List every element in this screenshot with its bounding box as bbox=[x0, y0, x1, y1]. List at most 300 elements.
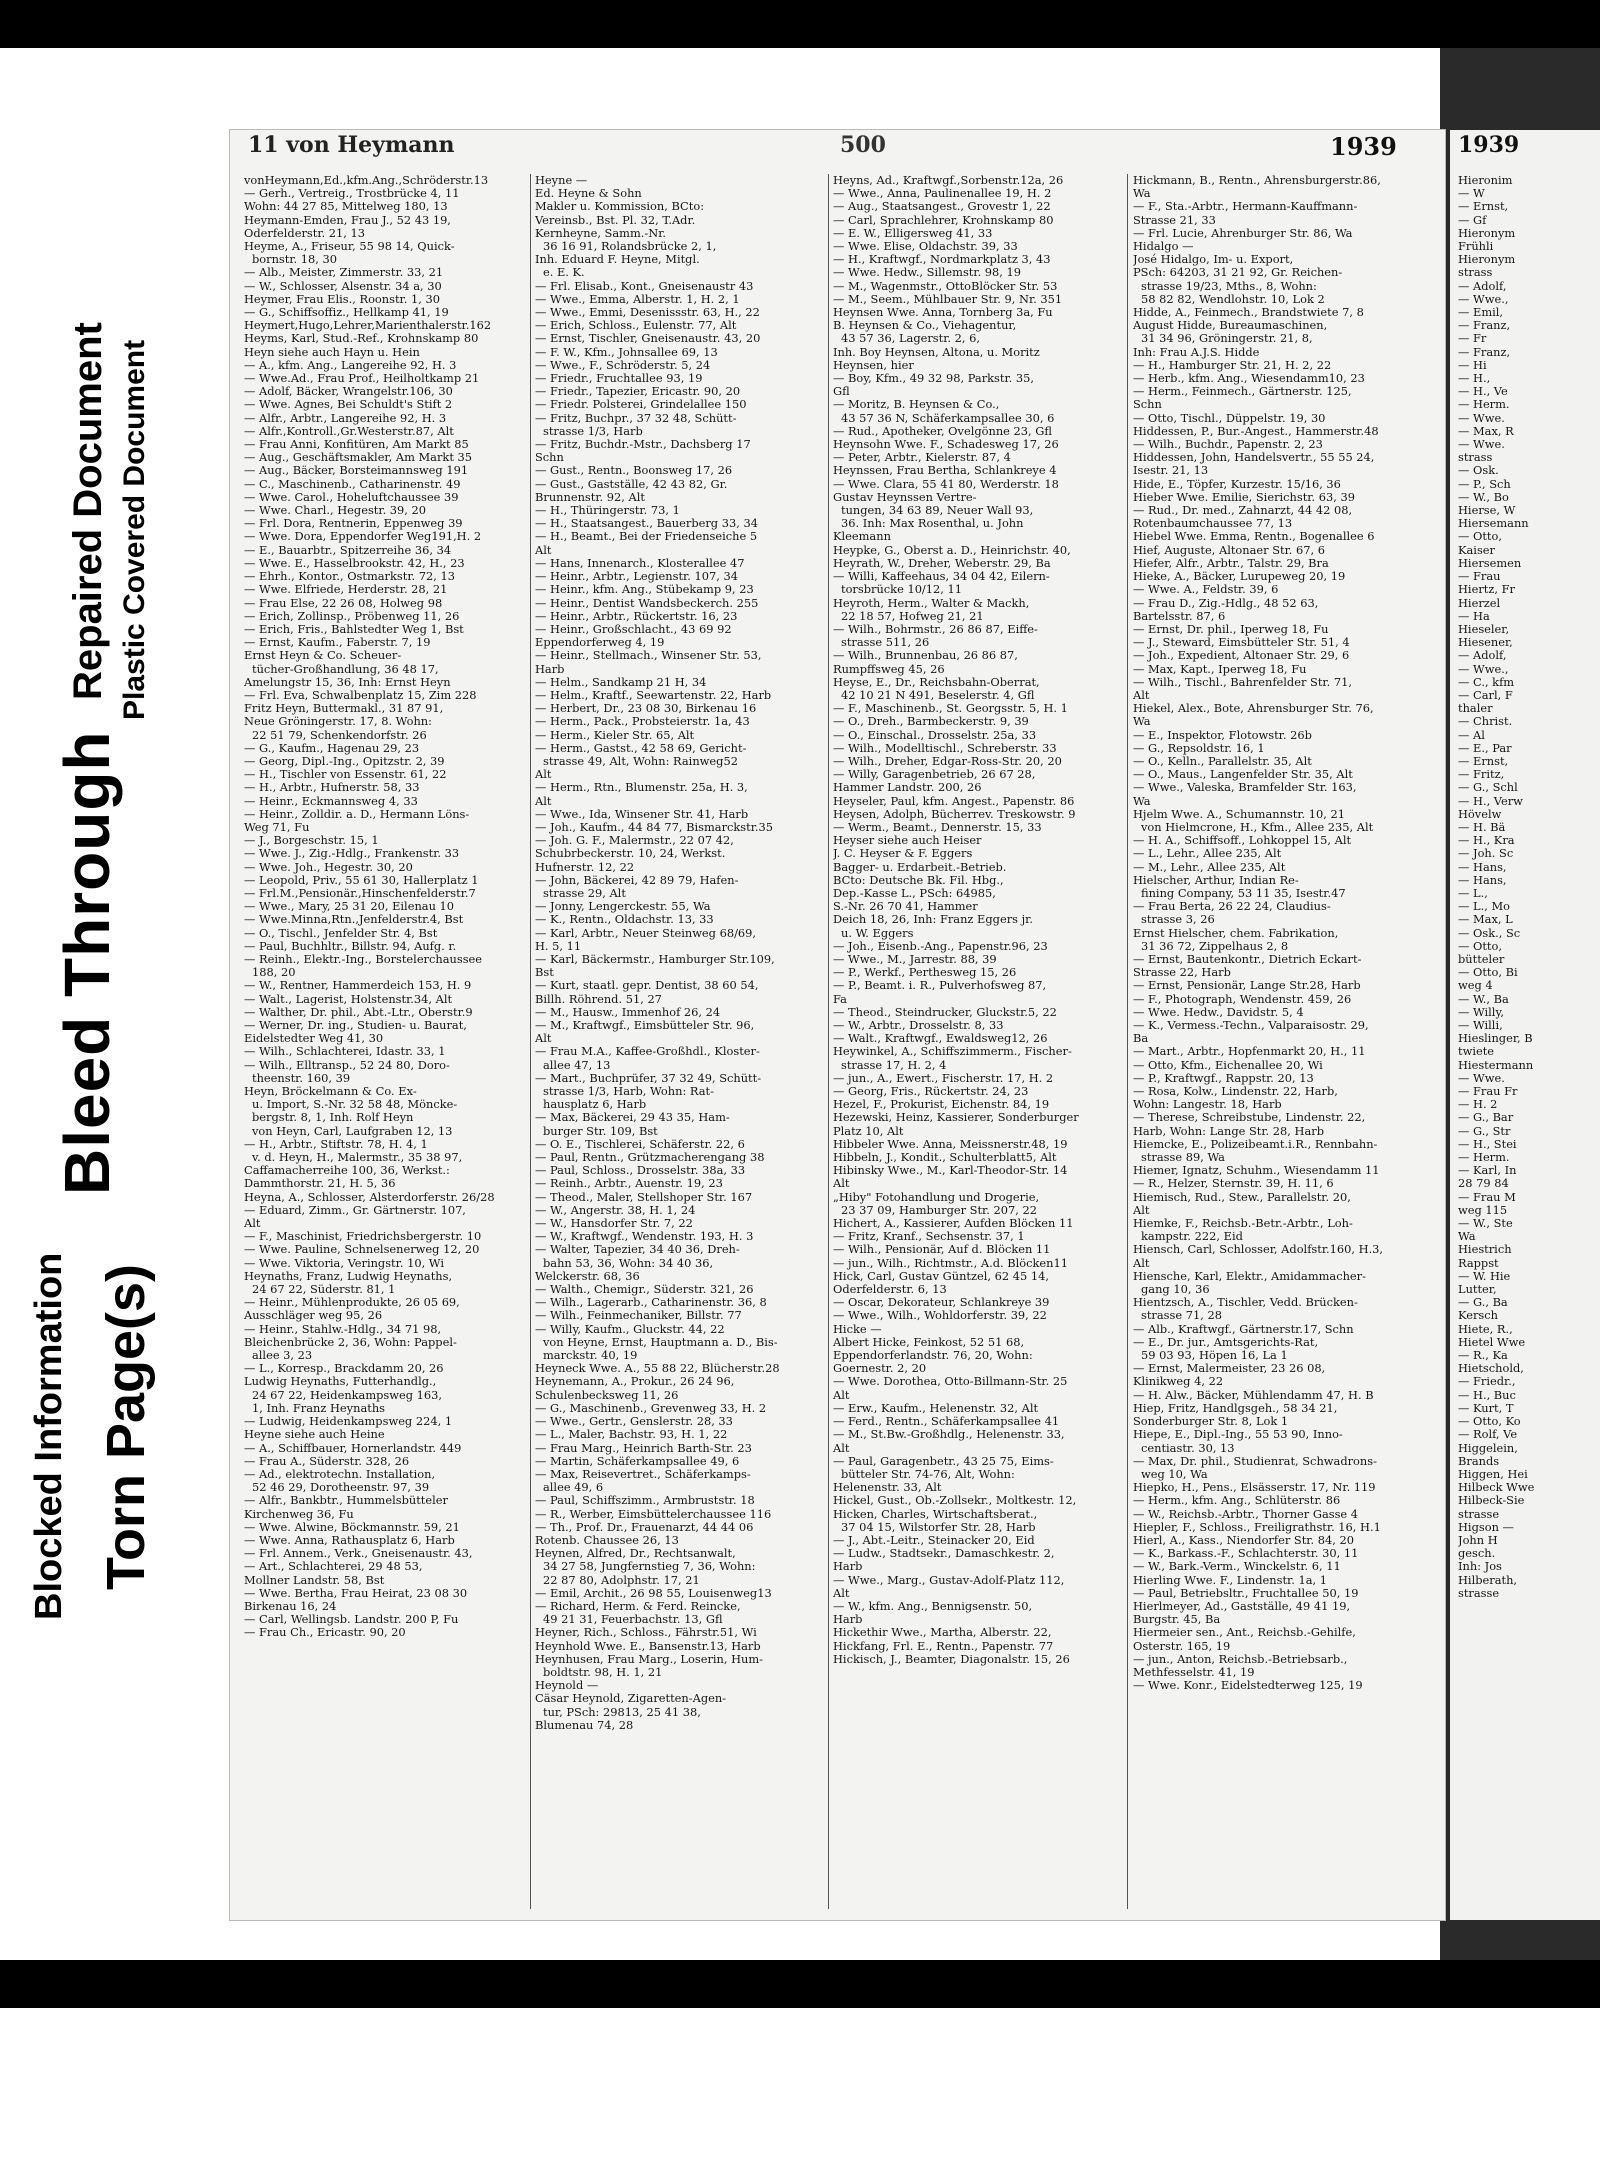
directory-entry-line: strasse 1/3, Harb, Wohn: Rat- bbox=[543, 1084, 714, 1099]
directory-entry-line: Birkenau 16, 24 bbox=[244, 1598, 337, 1613]
directory-entry-line: 24 67 22, Süderstr. 81, 1 bbox=[252, 1282, 396, 1297]
directory-entry-line: Hickel, Gust., Ob.-Zollsekr., Moltkestr. 12, bbox=[833, 1493, 1077, 1508]
adjacent-entry-line: — Herm. bbox=[1458, 1150, 1510, 1165]
directory-entry-line: — Otto, Kfm., Eichenallee 20, Wi bbox=[1133, 1057, 1323, 1072]
scan-border-top bbox=[0, 0, 1600, 48]
directory-entry-line: Bleichenbrücke 2, 36, Wohn: Pappel- bbox=[244, 1334, 457, 1349]
directory-entry-line: — Wilh., Feinmechaniker, Billstr. 77 bbox=[535, 1308, 742, 1323]
directory-entry-line: — H., Arbtr., Stiftstr. 78, H. 4, 1 bbox=[244, 1136, 428, 1151]
directory-entry-line: — Wwe. Clara, 55 41 80, Werderstr. 18 bbox=[833, 476, 1059, 491]
adjacent-entry-line: Higgen, Hei bbox=[1458, 1466, 1528, 1481]
directory-entry-line: Rotenbaumchaussee 77, 13 bbox=[1133, 516, 1293, 531]
directory-entry-line: — K., Rentn., Oldachstr. 13, 33 bbox=[535, 912, 714, 927]
directory-entry-line: Heyner, Rich., Schloss., Fährstr.51, Wi bbox=[535, 1625, 757, 1640]
directory-entry-line: 34 27 58, Jungfernstieg 7, 36, Wohn: bbox=[543, 1559, 756, 1574]
adjacent-entry-line: Brands bbox=[1458, 1453, 1500, 1468]
directory-entry-line: Gfl bbox=[833, 384, 850, 399]
directory-entry-line: — H., Hamburger Str. 21, H. 2, 22 bbox=[1133, 357, 1332, 372]
directory-entry-line: 52 46 29, Dorotheenstr. 97, 39 bbox=[252, 1480, 430, 1495]
directory-entry-line: — F., Maschinenb., St. Georgsstr. 5, H. 1 bbox=[833, 701, 1068, 716]
directory-entry-line: — Th., Prof. Dr., Frauenarzt, 44 44 06 bbox=[535, 1519, 754, 1534]
adjacent-entry-line: — G., Ba bbox=[1458, 1295, 1508, 1310]
directory-entry-line: Klinikweg 4, 22 bbox=[1133, 1374, 1224, 1389]
directory-entry-line: — Theod., Steindrucker, Gluckstr.5, 22 bbox=[833, 1004, 1057, 1019]
directory-entry-line: — Alfr.,Kontroll.,Gr.Westerstr.87, Alt bbox=[244, 423, 454, 438]
directory-entry-line: Alt bbox=[1133, 687, 1150, 702]
directory-entry-line: Heypke, G., Oberst a. D., Heinrichstr. 40, bbox=[833, 542, 1071, 557]
adjacent-entry-line: — Hans, bbox=[1458, 859, 1507, 874]
directory-entry-line: — Wilh., Elltransp., 52 24 80, Doro- bbox=[244, 1057, 450, 1072]
label-blocked-information: Blocked Information bbox=[28, 1252, 70, 1620]
directory-entry-line: Rotenb. Chaussee 26, 13 bbox=[535, 1532, 679, 1547]
directory-entry-line: — Wwe. Bertha, Frau Heirat, 23 08 30 bbox=[244, 1585, 468, 1600]
adjacent-entry-line: gesch. bbox=[1458, 1546, 1496, 1561]
adjacent-entry-line: Frühli bbox=[1458, 239, 1494, 254]
adjacent-entry-line: — Willi, bbox=[1458, 1018, 1503, 1032]
directory-entry-line: Strasse 21, 33 bbox=[1133, 212, 1216, 227]
directory-entry-line: Hiepko, H., Pens., Elsässerstr. 17, Nr. 119 bbox=[1133, 1480, 1376, 1495]
directory-entry-line: — Wilh., Modelltischl., Schreberstr. 33 bbox=[833, 740, 1057, 755]
directory-entry-line: Ed. Heyne & Sohn bbox=[535, 186, 642, 201]
directory-entry-line: — Fritz, Buchpr., 37 32 48, Schütt- bbox=[535, 410, 737, 425]
directory-entry-line: — Max, Dr. phil., Studienrat, Schwadrons- bbox=[1133, 1453, 1377, 1468]
directory-entry-line: strasse 3, 26 bbox=[1141, 912, 1215, 927]
directory-entry-line: Harb bbox=[833, 1612, 863, 1627]
directory-entry-line: Heyme, A., Friseur, 55 98 14, Quick- bbox=[244, 239, 455, 254]
directory-entry-line: — Paul, Schloss., Drosselstr. 38a, 33 bbox=[535, 1163, 746, 1178]
adjacent-entry-line: — Friedr., bbox=[1458, 1374, 1516, 1389]
directory-entry-line: — P., Kraftwgf., Rappstr. 20, 13 bbox=[1133, 1070, 1314, 1085]
directory-entry-line: — Paul, Betriebsltr., Fruchtallee 50, 19 bbox=[1133, 1585, 1359, 1600]
directory-entry-line: Albert Hicke, Feinkost, 52 51 68, bbox=[833, 1334, 1025, 1349]
directory-entry-line: — Rosa, Kolw., Lindenstr. 22, Harb, bbox=[1133, 1084, 1338, 1099]
adjacent-entry-line: Hiestermann bbox=[1458, 1057, 1534, 1072]
adjacent-entry-line: — Wwe. bbox=[1458, 437, 1505, 452]
directory-entry-line: — C., Maschinenb., Catharinenstr. 49 bbox=[244, 476, 461, 491]
directory-entry-line: — R., Helzer, Sternstr. 39, H. 11, 6 bbox=[1133, 1176, 1334, 1191]
directory-entry-line: — O., Tischl., Jenfelder Str. 4, Bst bbox=[244, 925, 438, 940]
directory-entry-line: — Fritz, Buchdr.-Mstr., Dachsberg 17 bbox=[535, 437, 751, 452]
directory-entry-line: Inh: Frau A.J.S. Hidde bbox=[1133, 344, 1260, 359]
directory-entry-line: strasse 89, Wa bbox=[1141, 1150, 1225, 1165]
adjacent-entry-line: — Max, L bbox=[1458, 912, 1513, 927]
directory-entry-line: Isestr. 21, 13 bbox=[1133, 463, 1209, 478]
directory-entry-line: hausplatz 6, Harb bbox=[543, 1097, 647, 1112]
directory-entry-line: — Herbert, Dr., 23 08 30, Birkenau 16 bbox=[535, 701, 757, 716]
directory-entry-line: Welckerstr. 68, 36 bbox=[535, 1268, 640, 1283]
directory-entry-line: — Boy, Kfm., 49 32 98, Parkstr. 35, bbox=[833, 371, 1035, 386]
directory-entry-line: — Heinr., Mühlenprodukte, 26 05 69, bbox=[244, 1295, 460, 1310]
directory-entry-line: — Frl. Eva, Schwalbenplatz 15, Zim 228 bbox=[244, 687, 477, 702]
directory-entry-line: — Wwe. Anna, Rathausplatz 6, Harb bbox=[244, 1532, 455, 1547]
directory-entry-line: von Hielmcrone, H., Kfm., Allee 235, Alt bbox=[1141, 819, 1374, 834]
directory-column-1 bbox=[244, 174, 527, 1914]
directory-entry-line: Heyseler, Paul, kfm. Angest., Papenstr. 86 bbox=[833, 793, 1075, 808]
directory-entry-line: — Moritz, B. Heynsen & Co., bbox=[833, 397, 1000, 412]
directory-entry-line: Heynemann, A., Prokur., 26 24 96, bbox=[535, 1374, 735, 1389]
directory-entry-line: — Georg, Dipl.-Ing., Opitzstr. 2, 39 bbox=[244, 753, 445, 768]
directory-entry-line: 188, 20 bbox=[252, 965, 296, 980]
directory-entry-line: Eppendorferlandstr. 76, 20, Wohn: bbox=[833, 1348, 1033, 1363]
directory-entry-line: strasse 511, 26 bbox=[841, 635, 930, 650]
directory-entry-line: — F., Maschinist, Friedrichsbergerstr. 10 bbox=[244, 1229, 482, 1244]
directory-entry-line: Heynold — bbox=[535, 1678, 599, 1693]
directory-entry-line: Ernst Hielscher, chem. Fabrikation, bbox=[1133, 925, 1339, 940]
directory-entry-line: Hiemke, F., Reichsb.-Betr.-Arbtr., Loh- bbox=[1133, 1216, 1353, 1231]
directory-entry-line: — Frau M.A., Kaffee-Großhdl., Kloster- bbox=[535, 1044, 760, 1059]
directory-entry-line: — R., Werber, Eimsbüttelerchaussee 116 bbox=[535, 1506, 772, 1521]
directory-entry-line: — Heinr., Arbtr., Legienstr. 107, 34 bbox=[535, 569, 738, 584]
directory-entry-line: — jun., Wilh., Richtmstr., A.d. Blöcken11 bbox=[833, 1255, 1068, 1270]
directory-entry-line: — H. A., Schiffsoff., Lohkoppel 15, Alt bbox=[1133, 833, 1352, 848]
adjacent-entry-line: — H., Stei bbox=[1458, 1136, 1517, 1151]
directory-entry-line: — Wilh., Bohrmstr., 26 86 87, Eiffe- bbox=[833, 621, 1038, 636]
directory-entry-line: — Wwe., F., Schröderstr. 5, 24 bbox=[535, 357, 711, 372]
directory-entry-line: Makler u. Kommission, BCto: bbox=[535, 199, 705, 214]
adjacent-entry-line: Hieronym bbox=[1458, 252, 1516, 267]
directory-entry-line: — Max, Reisevertret., Schäferkamps- bbox=[535, 1466, 751, 1481]
directory-entry-line: Kirchenweg 36, Fu bbox=[244, 1506, 354, 1521]
directory-entry-line: — Jonny, Lengerckestr. 55, Wa bbox=[535, 899, 711, 914]
directory-entry-line: Heyneck Wwe. A., 55 88 22, Blücherstr.28 bbox=[535, 1361, 780, 1376]
directory-entry-line: Alt bbox=[1133, 1202, 1150, 1217]
directory-entry-line: Ausschläger weg 95, 26 bbox=[244, 1308, 383, 1323]
directory-entry-line: — G., Repsoldstr. 16, 1 bbox=[1133, 740, 1265, 755]
directory-entry-line: 43 57 36, Lagerstr. 2, 6, bbox=[841, 331, 981, 346]
directory-entry-line: Hiddessen, P., Bur.-Angest., Hammerstr.48 bbox=[1133, 423, 1379, 438]
directory-entry-line: — Max, Kapt., Iperweg 18, Fu bbox=[1133, 661, 1307, 676]
adjacent-entry-line: — L., Mo bbox=[1458, 899, 1510, 914]
column-rule bbox=[828, 174, 829, 1909]
directory-entry-line: kampstr. 222, Eid bbox=[1141, 1229, 1243, 1244]
directory-entry-line: — Wwe., M., Jarrestr. 88, 39 bbox=[833, 951, 997, 966]
directory-entry-line: — Heinr., Stellmach., Winsener Str. 53, bbox=[535, 648, 762, 663]
directory-entry-line: — Wwe. Dorothea, Otto-Billmann-Str. 25 bbox=[833, 1374, 1068, 1389]
directory-entry-line: — A., kfm. Ang., Langereihe 92, H. 3 bbox=[244, 357, 457, 372]
directory-entry-line: Hufnerstr. 12, 22 bbox=[535, 859, 635, 874]
directory-entry-line: — Wwe. Alwine, Böckmannstr. 59, 21 bbox=[244, 1519, 460, 1534]
directory-entry-line: Wa bbox=[1133, 714, 1151, 729]
adjacent-entry-line: Hiete, R., bbox=[1458, 1321, 1513, 1336]
directory-entry-line: — O., Einschal., Drosselstr. 25a, 33 bbox=[833, 727, 1037, 742]
directory-entry-line: Hiemcke, E., Polizeibeamt.i.R., Rennbahn- bbox=[1133, 1136, 1378, 1151]
directory-entry-line: Bartelsstr. 87, 6 bbox=[1133, 608, 1226, 623]
directory-entry-line: — Wilh., Dreher, Edgar-Ross-Str. 20, 20 bbox=[833, 753, 1062, 768]
directory-entry-line: — W., Bark.-Verm., Winckelstr. 6, 11 bbox=[1133, 1559, 1341, 1574]
directory-entry-line: Methfesselstr. 41, 19 bbox=[1133, 1664, 1255, 1679]
directory-entry-line: Hibbeler Wwe. Anna, Meissnerstr.48, 19 bbox=[833, 1136, 1068, 1151]
running-head: 11 von Heymann bbox=[248, 132, 455, 158]
directory-entry-line: — Friedr. Polsterei, Grindelallee 150 bbox=[535, 397, 747, 412]
label-repaired-document: Repaired Document bbox=[66, 322, 110, 700]
directory-entry-line: — E. W., Elligersweg 41, 33 bbox=[833, 225, 993, 240]
directory-entry-line: bahn 53, 36, Wohn: 34 40 36, bbox=[543, 1255, 714, 1270]
directory-entry-line: Osterstr. 165, 19 bbox=[1133, 1638, 1231, 1653]
directory-entry-line: Heyrath, W., Dreher, Weberstr. 29, Ba bbox=[833, 555, 1051, 570]
directory-entry-line: Amelungstr 15, 36, Inh: Ernst Heyn bbox=[244, 674, 451, 689]
directory-entry-line: allee 47, 13 bbox=[543, 1057, 611, 1072]
directory-entry-line: — Paul, Schiffszimm., Armbruststr. 18 bbox=[535, 1493, 755, 1508]
adjacent-entry-line: — Carl, F bbox=[1458, 687, 1513, 702]
directory-entry-line: Hick, Carl, Gustav Güntzel, 62 45 14, bbox=[833, 1268, 1049, 1283]
directory-entry-line: — W., Angerstr. 38, H. 1, 24 bbox=[535, 1202, 696, 1217]
directory-entry-line: — Helm., Sandkamp 21 H, 34 bbox=[535, 674, 707, 689]
adjacent-entry-line: — Wwe., bbox=[1458, 291, 1509, 306]
adjacent-entry-line: — Frau Fr bbox=[1458, 1084, 1518, 1099]
directory-entry-line: Neue Gröningerstr. 17, 8. Wohn: bbox=[244, 714, 432, 729]
directory-entry-line: e. E. K. bbox=[543, 265, 585, 280]
directory-entry-line: Heynssen, Frau Bertha, Schlankreye 4 bbox=[833, 463, 1057, 478]
directory-entry-line: — Oscar, Dekorateur, Schlankreye 39 bbox=[833, 1295, 1050, 1310]
directory-entry-line: Oderfelderstr. 21, 13 bbox=[244, 225, 365, 240]
directory-entry-line: Hierlmeyer, Ad., Gastställe, 49 41 19, bbox=[1133, 1598, 1351, 1613]
directory-entry-line: — Aug., Geschäftsmakler, Am Markt 35 bbox=[244, 450, 473, 465]
adjacent-entry-line: — Wwe. bbox=[1458, 1070, 1505, 1085]
directory-entry-line: — Herm., Gastst., 42 58 69, Gericht- bbox=[535, 740, 747, 755]
adjacent-entry-line: Higgelein, bbox=[1458, 1440, 1518, 1455]
directory-entry-line: — Walter, Tapezier, 34 40 36, Dreh- bbox=[535, 1242, 740, 1257]
directory-entry-line: Weg 71, Fu bbox=[244, 819, 310, 834]
directory-entry-line: Hiefer, Alfr., Arbtr., Talstr. 29, Bra bbox=[1133, 555, 1329, 570]
directory-entry-line: von Heyne, Ernst, Hauptmann a. D., Bis- bbox=[543, 1334, 778, 1349]
directory-entry-line: 58 82 82, Wendlohstr. 10, Lok 2 bbox=[1141, 291, 1325, 306]
adjacent-entry-line: 28 79 84 bbox=[1458, 1176, 1509, 1191]
directory-entry-line: Hiermeier sen., Ant., Reichsb.-Gehilfe, bbox=[1133, 1625, 1356, 1640]
directory-entry-line: Alt bbox=[833, 1176, 850, 1191]
directory-entry-line: — Herm., Rtn., Blumenstr. 25a, H. 3, bbox=[535, 780, 748, 795]
directory-entry-line: Dep.-Kasse L., PSch: 64985, bbox=[833, 885, 996, 900]
directory-entry-line: — W., Reichsb.-Arbtr., Thorner Gasse 4 bbox=[1133, 1506, 1359, 1521]
adjacent-entry-line: — Otto, Bi bbox=[1458, 965, 1518, 980]
directory-entry-line: Wohn: 44 27 85, Mittelweg 180, 13 bbox=[244, 199, 448, 214]
directory-entry-line: 22 18 57, Hofweg 21, 21 bbox=[841, 608, 984, 623]
adjacent-entry-line: Hieronym bbox=[1458, 225, 1516, 240]
directory-entry-line: — Martin, Schäferkampsallee 49, 6 bbox=[535, 1453, 740, 1468]
adjacent-page bbox=[1450, 130, 1600, 1920]
adjacent-entry-line: — W., Ste bbox=[1458, 1216, 1513, 1231]
directory-entry-line: Heynen, Alfred, Dr., Rechtsanwalt, bbox=[535, 1546, 736, 1561]
directory-entry-line: weg 10, Wa bbox=[1141, 1466, 1208, 1481]
directory-entry-line: Burgstr. 45, Ba bbox=[1133, 1612, 1221, 1627]
adjacent-entry-line: — E., Par bbox=[1458, 740, 1512, 755]
directory-entry-line: Hiepe, E., Dipl.-Ing., 55 53 90, Inno- bbox=[1133, 1427, 1343, 1442]
directory-entry-line: — W., kfm. Ang., Bennigsenstr. 50, bbox=[833, 1598, 1033, 1613]
directory-entry-line: — Ad., elektrotechn. Installation, bbox=[244, 1466, 436, 1481]
directory-entry-line: — O., Dreh., Barmbeckerstr. 9, 39 bbox=[833, 714, 1029, 729]
directory-entry-line: — M., Lehr., Allee 235, Alt bbox=[1133, 859, 1286, 874]
directory-entry-line: — Ludwig, Heidenkampsweg 224, 1 bbox=[244, 1414, 453, 1429]
adjacent-entry-line: — Karl, In bbox=[1458, 1163, 1517, 1178]
adjacent-entry-line: — Osk., Sc bbox=[1458, 925, 1521, 940]
directory-entry-line: — Heinr., Großschlacht., 43 69 92 bbox=[535, 621, 732, 636]
directory-entry-line: fining Company, 53 11 35, Isestr.47 bbox=[1141, 885, 1346, 900]
adjacent-entry-line: — G., Str bbox=[1458, 1123, 1511, 1138]
directory-entry-line: — Wilh., Tischl., Bahrenfelder Str. 71, bbox=[1133, 674, 1352, 689]
directory-entry-line: — Walth., Chemigr., Süderstr. 321, 26 bbox=[535, 1282, 754, 1297]
directory-entry-line: torsbrücke 10/12, 11 bbox=[841, 582, 963, 597]
adjacent-entry-line: — Fritz, bbox=[1458, 767, 1505, 782]
directory-entry-line: — Eduard, Zimm., Gr. Gärtnerstr. 107, bbox=[244, 1202, 466, 1217]
adjacent-entry-line: weg 4 bbox=[1458, 978, 1493, 993]
directory-entry-line: Schubrbeckerstr. 10, 24, Werkst. bbox=[535, 846, 726, 861]
directory-entry-line: — Karl, Bäckermstr., Hamburger Str.109, bbox=[535, 951, 775, 966]
directory-entry-line: Heywinkel, A., Schiffszimmerm., Fischer- bbox=[833, 1044, 1072, 1059]
directory-entry-line: — Wilh., Brunnenbau, 26 86 87, bbox=[833, 648, 1018, 663]
directory-entry-line: Bst bbox=[535, 965, 554, 980]
directory-entry-line: — Theod., Maler, Stellshoper Str. 167 bbox=[535, 1189, 753, 1204]
directory-entry-line: — Paul, Buchhltr., Billstr. 94, Aufg. r. bbox=[244, 938, 457, 953]
directory-entry-line: Deich 18, 26, Inh: Franz Eggers jr. bbox=[833, 912, 1033, 927]
directory-entry-line: — F., Photograph, Wendenstr. 459, 26 bbox=[1133, 991, 1352, 1006]
directory-entry-line: — W., Rentner, Hammerdeich 153, H. 9 bbox=[244, 978, 472, 993]
directory-entry-line: — Heinr., Stahlw.-Hdlg., 34 71 98, bbox=[244, 1321, 442, 1336]
directory-entry-line: — G., Schiffsoffiz., Hellkamp 41, 19 bbox=[244, 305, 449, 320]
directory-entry-line: strasse 29, Alt bbox=[543, 885, 626, 900]
directory-entry-line: Schulenbecksweg 11, 26 bbox=[535, 1387, 679, 1402]
directory-entry-line: — H., Arbtr., Hufnerstr. 58, 33 bbox=[244, 780, 420, 795]
directory-entry-line: Alt bbox=[535, 793, 552, 808]
adjacent-entry-line: Wa bbox=[1458, 1229, 1476, 1244]
adjacent-entry-line: — Al bbox=[1458, 727, 1485, 742]
directory-entry-line: — Alfr., Arbtr., Langereihe 92, H. 3 bbox=[244, 410, 447, 425]
directory-entry-line: Heyna, A., Schlosser, Alsterdorferstr. 26/28 bbox=[244, 1189, 495, 1204]
directory-entry-line: — Wwe. Hedw., Sillemstr. 98, 19 bbox=[833, 265, 1022, 280]
directory-entry-line: boldtstr. 98, H. 1, 21 bbox=[543, 1664, 663, 1679]
directory-entry-line: — O., Maus., Langenfelder Str. 35, Alt bbox=[1133, 767, 1353, 782]
directory-entry-line: — Wilh., Buchdr., Papenstr. 2, 23 bbox=[1133, 437, 1323, 452]
directory-entry-line: u. Import, S.-Nr. 32 58 48, Möncke- bbox=[252, 1097, 458, 1112]
directory-entry-line: Hiemer, Ignatz, Schuhm., Wiesendamm 11 bbox=[1133, 1163, 1380, 1178]
adjacent-entry-line: — Ernst, bbox=[1458, 199, 1509, 214]
directory-entry-line: — Wwe. Hedw., Davidstr. 5, 4 bbox=[1133, 1004, 1304, 1019]
directory-entry-line: 22 87 80, Adolphstr. 17, 21 bbox=[543, 1572, 700, 1587]
directory-entry-line: — Heinr., Eckmannsweg 4, 33 bbox=[244, 793, 418, 808]
directory-entry-line: — Walt., Lagerist, Holstenstr.34, Alt bbox=[244, 991, 453, 1006]
adjacent-entry-line: strass bbox=[1458, 265, 1493, 280]
directory-entry-line: — L., Lehr., Allee 235, Alt bbox=[1133, 846, 1282, 861]
label-plastic-covered: Plastic Covered Document bbox=[118, 339, 151, 720]
adjacent-entry-line: — G., Schl bbox=[1458, 780, 1518, 795]
directory-entry-line: Helenenstr. 33, Alt bbox=[833, 1480, 942, 1495]
directory-entry-line: — Frau Marg., Heinrich Barth-Str. 23 bbox=[535, 1440, 752, 1455]
adjacent-entry-line: twiete bbox=[1458, 1044, 1495, 1059]
directory-entry-line: PSch: 64203, 31 21 92, Gr. Reichen- bbox=[1133, 265, 1343, 280]
directory-entry-line: burger Str. 109, Bst bbox=[543, 1123, 658, 1138]
directory-entry-line: — O., Kelln., Parallelstr. 35, Alt bbox=[1133, 753, 1312, 768]
directory-entry-line: — Wwe., Emma, Alberstr. 1, H. 2, 1 bbox=[535, 291, 740, 306]
directory-entry-line: Heynsen, hier bbox=[833, 357, 914, 372]
directory-entry-line: Heymann-Emden, Frau J., 52 43 19, bbox=[244, 212, 451, 227]
directory-entry-line: Hiekel, Alex., Bote, Ahrensburger Str. 76, bbox=[1133, 701, 1374, 716]
directory-entry-line: — Aug., Bäcker, Borsteimannsweg 191 bbox=[244, 463, 469, 478]
directory-entry-line: Hierl, A., Kass., Niendorfer Str. 84, 20 bbox=[1133, 1532, 1354, 1547]
directory-entry-line: Heynsen Wwe. Anna, Tornberg 3a, Fu bbox=[833, 305, 1053, 320]
directory-entry-line: — jun., A., Ewert., Fischerstr. 17, H. 2 bbox=[833, 1070, 1054, 1085]
directory-entry-line: — Wwe. Elfriede, Herderstr. 28, 21 bbox=[244, 582, 448, 597]
directory-entry-line: Hiep, Fritz, Handlgsgeh., 58 34 21, bbox=[1133, 1400, 1338, 1415]
directory-entry-line: Mollner Landstr. 58, Bst bbox=[244, 1572, 385, 1587]
directory-entry-line: — Willy, Garagenbetrieb, 26 67 28, bbox=[833, 767, 1036, 782]
directory-entry-line: — F. W., Kfm., Johnsallee 69, 13 bbox=[535, 344, 718, 359]
directory-entry-line: — Erich, Zollinsp., Pröbenweg 11, 26 bbox=[244, 608, 460, 623]
directory-entry-line: — Alb., Kraftwgf., Gärtnerstr.17, Schn bbox=[1133, 1321, 1354, 1336]
directory-entry-line: — Rud., Dr. med., Zahnarzt, 44 42 08, bbox=[1133, 503, 1353, 518]
directory-entry-line: centiastr. 30, 13 bbox=[1141, 1440, 1235, 1455]
directory-entry-line: — jun., Anton, Reichsb.-Betriebsarb., bbox=[1133, 1651, 1348, 1666]
directory-entry-line: — Reinh., Elektr.-Ing., Borstelerchaussee bbox=[244, 951, 483, 966]
directory-entry-line: Heyms, Karl, Stud.-Ref., Krohnskamp 80 bbox=[244, 331, 479, 346]
directory-entry-line: — Wwe. Konr., Eidelstedterweg 125, 19 bbox=[1133, 1678, 1363, 1693]
directory-entry-line: — A., Schiffbauer, Hornerlandstr. 449 bbox=[244, 1440, 462, 1455]
directory-entry-line: Hibbeln, J., Kondit., Schulterblatt5, Alt bbox=[833, 1150, 1057, 1165]
adjacent-entry-line: Hietel Wwe bbox=[1458, 1334, 1526, 1349]
directory-entry-line: — Wwe., Ida, Winsener Str. 41, Harb bbox=[535, 806, 749, 821]
directory-entry-line: Heyser siehe auch Heiser bbox=[833, 833, 982, 848]
adjacent-entry-line: — Otto, bbox=[1458, 938, 1502, 953]
directory-entry-line: von Heyn, Carl, Laufgraben 12, 13 bbox=[252, 1123, 453, 1138]
directory-entry-line: Wa bbox=[1133, 793, 1151, 808]
directory-entry-line: 36. Inh: Max Rosenthal, u. John bbox=[841, 516, 1024, 531]
directory-entry-line: — W., Hansdorfer Str. 7, 22 bbox=[535, 1216, 693, 1231]
label-torn-pages: Torn Page(s) bbox=[96, 1263, 156, 1590]
directory-entry-line: — Emil, Archit., 26 98 55, Louisenweg13 bbox=[535, 1585, 772, 1600]
directory-entry-line: — Herm., Pack., Probsteierstr. 1a, 43 bbox=[535, 714, 750, 729]
directory-entry-line: — Wwe., Wilh., Wohldorferstr. 39, 22 bbox=[833, 1308, 1047, 1323]
directory-entry-line: — Walther, Dr. phil., Abt.-Ltr., Oberstr.9 bbox=[244, 1004, 473, 1019]
directory-entry-line: — Art., Schlachterei, 29 48 53, bbox=[244, 1559, 423, 1574]
adjacent-entry-line: Hilbeck Wwe bbox=[1458, 1480, 1535, 1495]
directory-entry-line: Alt bbox=[1133, 1255, 1150, 1270]
directory-entry-line: — Friedr., Fruchtallee 93, 19 bbox=[535, 371, 703, 386]
directory-entry-line: Hjelm Wwe. A., Schumannstr. 10, 21 bbox=[1133, 806, 1346, 821]
directory-entry-line: — W., Kraftwgf., Wendenstr. 193, H. 3 bbox=[535, 1229, 754, 1244]
directory-entry-line: — M., Hausw., Immenhof 26, 24 bbox=[535, 1004, 721, 1019]
directory-entry-line: — Frl. Lucie, Ahrenburger Str. 86, Wa bbox=[1133, 225, 1353, 240]
directory-entry-line: 43 57 36 N, Schäferkampsallee 30, 6 bbox=[841, 410, 1055, 425]
directory-entry-line: — Herb., kfm. Ang., Wiesendamm10, 23 bbox=[1133, 371, 1365, 386]
directory-entry-line: — Wwe. Charl., Hegestr. 39, 20 bbox=[244, 503, 427, 518]
directory-entry-line: S.-Nr. 26 70 41, Hammer bbox=[833, 899, 978, 914]
directory-entry-line: — Ernst, Tischler, Gneisenaustr. 43, 20 bbox=[535, 331, 761, 346]
directory-entry-line: Caffamacherreihe 100, 36, Werkst.: bbox=[244, 1163, 450, 1178]
directory-entry-line: Hickmann, B., Rentn., Ahrensburgerstr.86, bbox=[1133, 174, 1381, 187]
adjacent-entry-line: — H., Kra bbox=[1458, 833, 1515, 848]
adjacent-entry-line: Kaiser bbox=[1458, 542, 1495, 557]
directory-entry-line: — L., Maler, Bachstr. 93, H. 1, 22 bbox=[535, 1427, 728, 1442]
directory-entry-line: — Wwe., Mary, 25 31 20, Eilenau 10 bbox=[244, 899, 455, 914]
directory-entry-line: — Werm., Beamt., Dennerstr. 15, 33 bbox=[833, 819, 1042, 834]
directory-entry-line: — Heinr., Zolldir. a. D., Hermann Löns- bbox=[244, 806, 470, 821]
directory-entry-line: — Herm., Kieler Str. 65, Alt bbox=[535, 727, 695, 742]
adjacent-entry-line: — Ha bbox=[1458, 608, 1490, 623]
directory-entry-line: Bagger- u. Erdarbeit.-Betrieb. bbox=[833, 859, 1007, 874]
directory-entry-line: — G., Maschinenb., Grevenweg 33, H. 2 bbox=[535, 1400, 767, 1415]
column-rule bbox=[530, 174, 531, 1909]
directory-entry-line: — Wilh., Schlachterei, Idastr. 33, 1 bbox=[244, 1044, 446, 1059]
directory-entry-line: — Carl, Wellingsb. Landstr. 200 P, Fu bbox=[244, 1612, 459, 1627]
adjacent-entry-line: Hilberath, bbox=[1458, 1572, 1518, 1587]
directory-entry-line: Harb, Wohn: Lange Str. 28, Harb bbox=[1133, 1123, 1324, 1138]
adjacent-entry-line: — H., Buc bbox=[1458, 1387, 1516, 1402]
directory-entry-line: vonHeymann,Ed.,kfm.Ang.,Schröderstr.13 bbox=[244, 174, 489, 187]
directory-entry-line: Heymer, Frau Elis., Roonstr. 1, 30 bbox=[244, 291, 440, 306]
directory-entry-line: Heynsohn Wwe. F., Schadesweg 17, 26 bbox=[833, 437, 1059, 452]
directory-entry-line: — M., Kraftwgf., Eimsbütteler Str. 96, bbox=[535, 1018, 755, 1032]
directory-entry-line: strasse 19/23, Mths., 8, Wohn: bbox=[1141, 278, 1317, 293]
directory-entry-line: bütteler Str. 74-76, Alt, Wohn: bbox=[841, 1466, 1015, 1481]
directory-entry-line: — Fritz, Kranf., Sechsenstr. 37, 1 bbox=[833, 1229, 1025, 1244]
directory-entry-line: tücher-Großhandlung, 36 48 17, bbox=[252, 661, 439, 676]
